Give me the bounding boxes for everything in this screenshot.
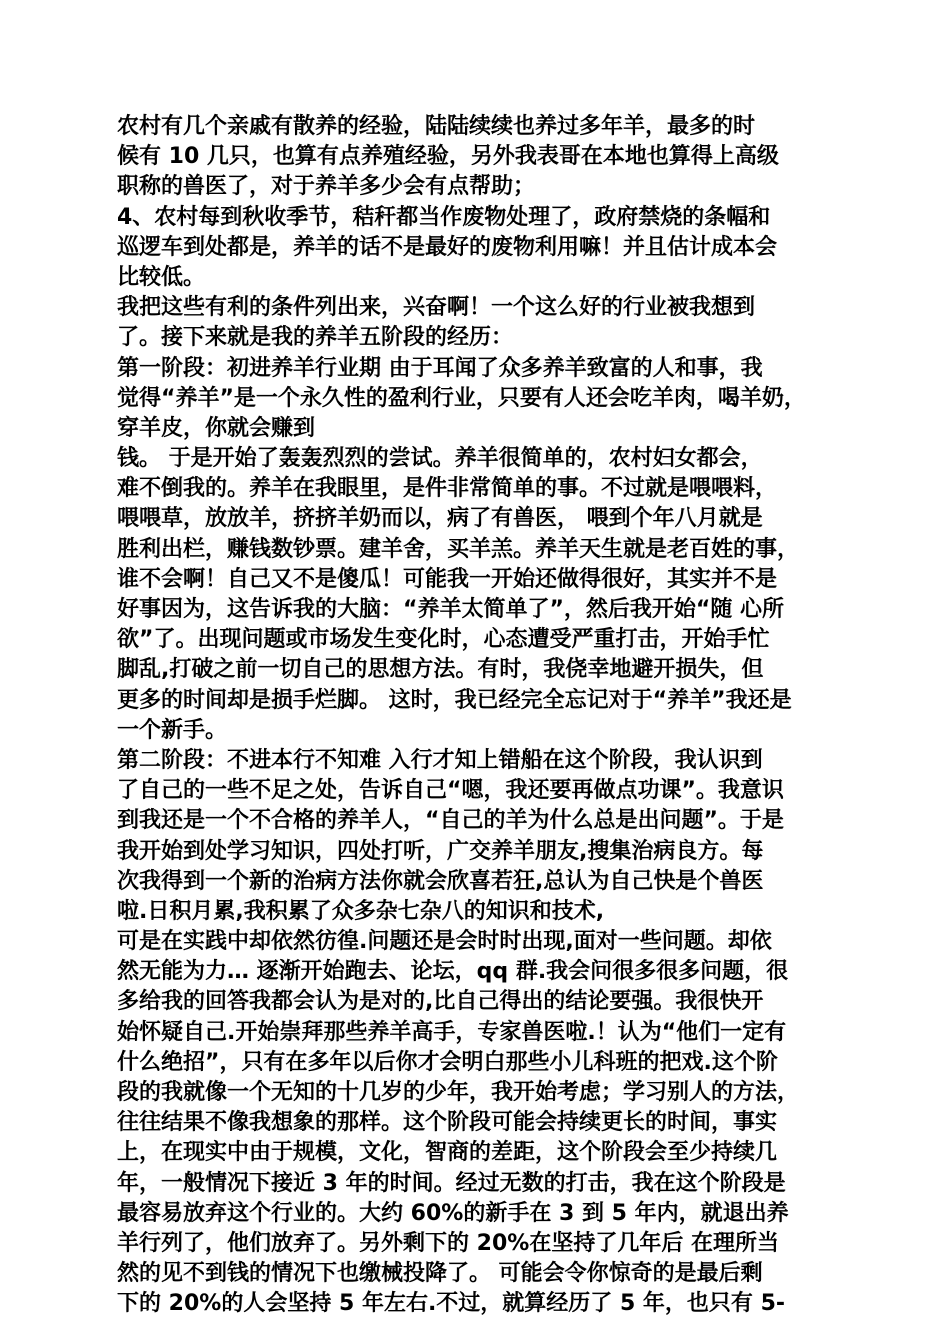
text-line: 比较低。 — [117, 264, 206, 290]
text-line: 一个新手。 — [117, 717, 228, 743]
text-line: 多给我的回答我都会认为是对的,比自己得出的结论要强。我很快开 — [117, 989, 764, 1015]
text-line: 啦.日积月累,我积累了众多杂七杂八的知识和技术, — [117, 898, 605, 924]
text-line: 我把这些有利的条件列出来，兴奋啊！一个这么好的行业被我想到 — [117, 295, 756, 321]
text-line: 谁不会啊！自己又不是傻瓜！可能我一开始还做得很好，其实并不是 — [117, 566, 778, 592]
text-line: 巡逻车到处都是，养羊的话不是最好的废物利用嘛！并且估计成本会 — [117, 234, 778, 260]
text-line: 4、农村每到秋收季节，秸秆都当作废物处理了，政府禁烧的条幅和 — [117, 204, 771, 230]
text-line: 往往结果不像我想象的那样。这个阶段可能会持续更长的时间，事实 — [117, 1110, 778, 1136]
text-line: 第二阶段：不进本行不知难 入行才知上错船在这个阶段，我认识到 — [117, 747, 763, 773]
text-line: 难不倒我的。养羊在我眼里，是件非常简单的事。不过就是喂喂料， — [117, 476, 778, 502]
text-line: 年，一般情况下接近 3 年的时间。经过无数的打击，我在这个阶段是 — [117, 1170, 786, 1196]
text-line: 到我还是一个不合格的养羊人，“自己的羊为什么总是出问题”。于是 — [117, 808, 784, 834]
text-line: 第一阶段：初进养羊行业期 由于耳闻了众多养羊致富的人和事，我 — [117, 355, 763, 381]
text-line: 钱。 于是开始了轰轰烈烈的尝试。养羊很简单的，农村妇女都会， — [117, 446, 763, 472]
text-line: 了。接下来就是我的养羊五阶段的经历： — [117, 325, 514, 351]
text-line: 羊行列了，他们放弃了。另外剩下的 20%在坚持了几年后 在理所当 — [117, 1230, 779, 1256]
document-body-text — [117, 112, 849, 1320]
text-line: 然的见不到钱的情况下也缴械投降了。 可能会令你惊奇的是最后剩 — [117, 1261, 763, 1287]
text-line: 上，在现实中由于规模，文化，智商的差距，这个阶段会至少持续几 — [117, 1140, 778, 1166]
text-line: 职称的兽医了，对于养羊多少会有点帮助； — [117, 174, 536, 200]
text-line: 候有 10 几只，也算有点养殖经验，另外我表哥在本地也算得上高级 — [117, 144, 779, 170]
text-line: 觉得“养羊”是一个永久性的盈利行业，只要有人还会吃羊肉，喝羊奶， — [117, 385, 806, 411]
text-line: 农村有几个亲戚有散养的经验，陆陆续续也养过多年羊，最多的时 — [117, 114, 756, 139]
text-line: 段的我就像一个无知的十几岁的少年，我开始考虑；学习别人的方法， — [117, 1080, 800, 1105]
text-line: 更多的时间却是损手烂脚。 这时，我已经完全忘记对于“养羊”我还是 — [117, 687, 792, 713]
text-line: 可是在实践中却依然彷徨.问题还是会时时出现,面对一些问题。却依 — [117, 929, 772, 955]
text-line: 始怀疑自己.开始崇拜那些养羊高手，专家兽医啦.！认为“他们一定有 — [117, 1019, 787, 1045]
text-line: 胜利出栏，赚钱数钞票。建羊舍，买羊羔。养羊天生就是老百姓的事， — [117, 536, 800, 562]
text-line: 脚乱,打破之前一切自己的思想方法。有时，我侥幸地避开损失，但 — [117, 657, 764, 683]
text-line: 下的 20%的人会坚持 5 年左右.不过，就算经历了 5 年，也只有 5- — [117, 1291, 786, 1317]
text-line: 了自己的一些不足之处，告诉自己“嗯，我还要再做点功课”。我意识 — [117, 778, 784, 804]
text-line: 次我得到一个新的治病方法你就会欣喜若狂,总认为自己快是个兽医 — [117, 868, 764, 894]
text-line: 欲”了。出现问题或市场发生变化时，心态遭受严重打击，开始手忙 — [117, 627, 770, 653]
text-line: 好事因为，这告诉我的大脑：“养羊太简单了”，然后我开始“随 心所 — [117, 597, 785, 622]
text-line: 什么绝招”，只有在多年以后你才会明白那些小儿科班的把戏.这个阶 — [117, 1049, 778, 1075]
text-line: 然无能为力… 逐渐开始跑去、论坛，qq 群.我会问很多很多问题，很 — [117, 959, 789, 985]
text-line: 穿羊皮，你就会赚到 — [117, 415, 316, 441]
text-line: 我开始到处学习知识，四处打听，广交养羊朋友,搜集治病良方。每 — [117, 838, 764, 864]
text-line: 喂喂草，放放羊，挤挤羊奶而以，病了有兽医， 喂到个年八月就是 — [117, 506, 763, 532]
text-line: 最容易放弃这个行业的。大约 60%的新手在 3 到 5 年内，就退出养 — [117, 1200, 789, 1226]
